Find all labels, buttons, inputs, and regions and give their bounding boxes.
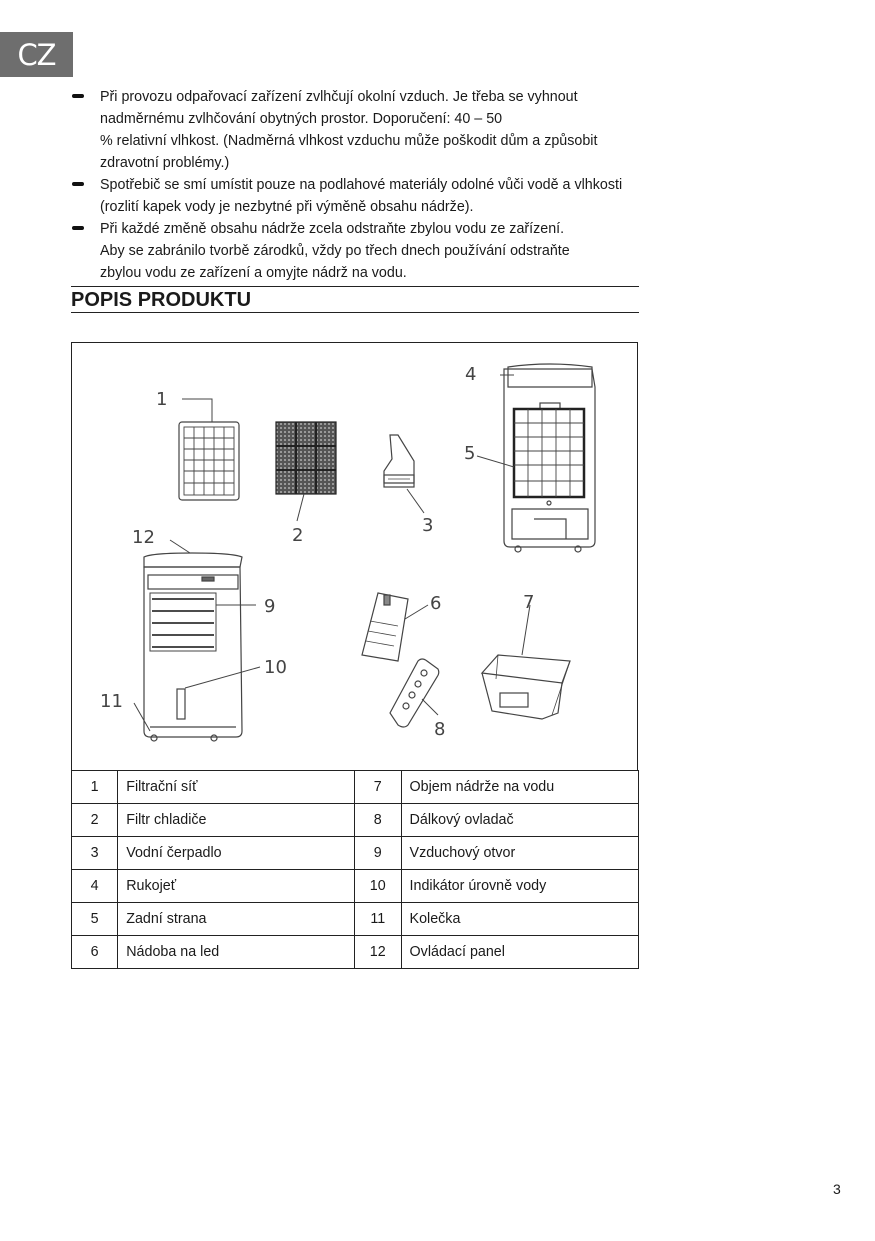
part-name: Objem nádrže na vodu [401, 771, 638, 804]
callout-1: 1 [156, 389, 168, 410]
table-row [72, 903, 639, 936]
ice-box-drawing [362, 593, 428, 661]
language-tab: CZ [0, 32, 73, 77]
part-name: Ovládací panel [401, 936, 638, 969]
safety-bullet-list [72, 86, 672, 284]
part-number: 10 [354, 870, 401, 903]
part-number: 5 [72, 903, 118, 936]
callout-7: 7 [523, 592, 535, 613]
callout-2: 2 [292, 525, 304, 546]
part-number: 3 [72, 837, 118, 870]
remote-drawing [390, 659, 439, 727]
part-name: Kolečka [401, 903, 638, 936]
callout-12: 12 [132, 527, 155, 548]
bullet-line: nadměrnému zvlhčování obytných prostor. Doporučení: 40 – 50 [100, 111, 503, 127]
part-number: 7 [354, 771, 401, 804]
part-name: Indikátor úrovně vody [401, 870, 638, 903]
part-name: Vodní čerpadlo [118, 837, 355, 870]
bullet-dash-icon [72, 182, 84, 186]
product-diagram-svg [72, 343, 639, 771]
callout-3: 3 [422, 515, 434, 536]
bullet-line: (rozlití kapek vody je nezbytné při výměně obsahu nádrže). [100, 199, 474, 215]
part-number: 12 [354, 936, 401, 969]
bullet-line: zdravotní problémy.) [100, 155, 230, 171]
part-name: Nádoba na led [118, 936, 355, 969]
table-row [72, 804, 639, 837]
bullet-line: % relativní vlhkost. (Nadměrná vlhkost vzduchu může poškodit dům a způsobit [100, 133, 598, 149]
bullet-line: Spotřebič se smí umístit pouze na podlahové materiály odolné vůči vodě a vlhkosti [100, 177, 623, 193]
parts-table [71, 770, 639, 969]
product-diagram [71, 342, 638, 770]
callout-9: 9 [264, 596, 276, 617]
bullet-dash-icon [72, 94, 84, 98]
part-number: 8 [354, 804, 401, 837]
callout-6: 6 [430, 593, 442, 614]
bullet-line: Aby se zabránilo tvorbě zárodků, vždy po třech dnech používání odstraňte [100, 243, 570, 259]
table-row [72, 837, 639, 870]
table-row [72, 771, 639, 804]
section-title: POPIS PRODUKTU [71, 286, 639, 313]
part-name: Vzduchový otvor [401, 837, 638, 870]
page-number: 3 [833, 1181, 841, 1197]
table-row [72, 936, 639, 969]
water-tank-drawing [482, 605, 570, 719]
table-row [72, 870, 639, 903]
callout-4: 4 [465, 364, 477, 385]
cooler-filter-drawing [276, 422, 336, 521]
bullet-item [72, 86, 672, 174]
part-name: Zadní strana [118, 903, 355, 936]
callout-5: 5 [464, 443, 476, 464]
part-name: Dálkový ovladač [401, 804, 638, 837]
filter-net-drawing [179, 399, 239, 500]
part-number: 6 [72, 936, 118, 969]
part-number: 11 [354, 903, 401, 936]
part-name: Filtrační síť [118, 771, 355, 804]
callout-8: 8 [434, 719, 446, 740]
part-name: Rukojeť [118, 870, 355, 903]
part-name: Filtr chladiče [118, 804, 355, 837]
cooler-front-drawing [134, 540, 260, 741]
bullet-dash-icon [72, 226, 84, 230]
bullet-item [72, 218, 672, 284]
part-number: 1 [72, 771, 118, 804]
part-number: 4 [72, 870, 118, 903]
callout-10: 10 [264, 657, 287, 678]
cooler-back-drawing [477, 364, 595, 552]
bullet-line: Při provozu odpařovací zařízení zvlhčují okolní vzduch. Je třeba se vyhnout [100, 89, 578, 105]
water-pump-drawing [384, 435, 424, 513]
bullet-line: Při každé změně obsahu nádrže zcela odstraňte zbylou vodu ze zařízení. [100, 221, 565, 237]
part-number: 2 [72, 804, 118, 837]
callout-11: 11 [100, 691, 123, 712]
bullet-line: zbylou vodu ze zařízení a omyjte nádrž na vodu. [100, 265, 407, 281]
part-number: 9 [354, 837, 401, 870]
bullet-item [72, 174, 672, 218]
